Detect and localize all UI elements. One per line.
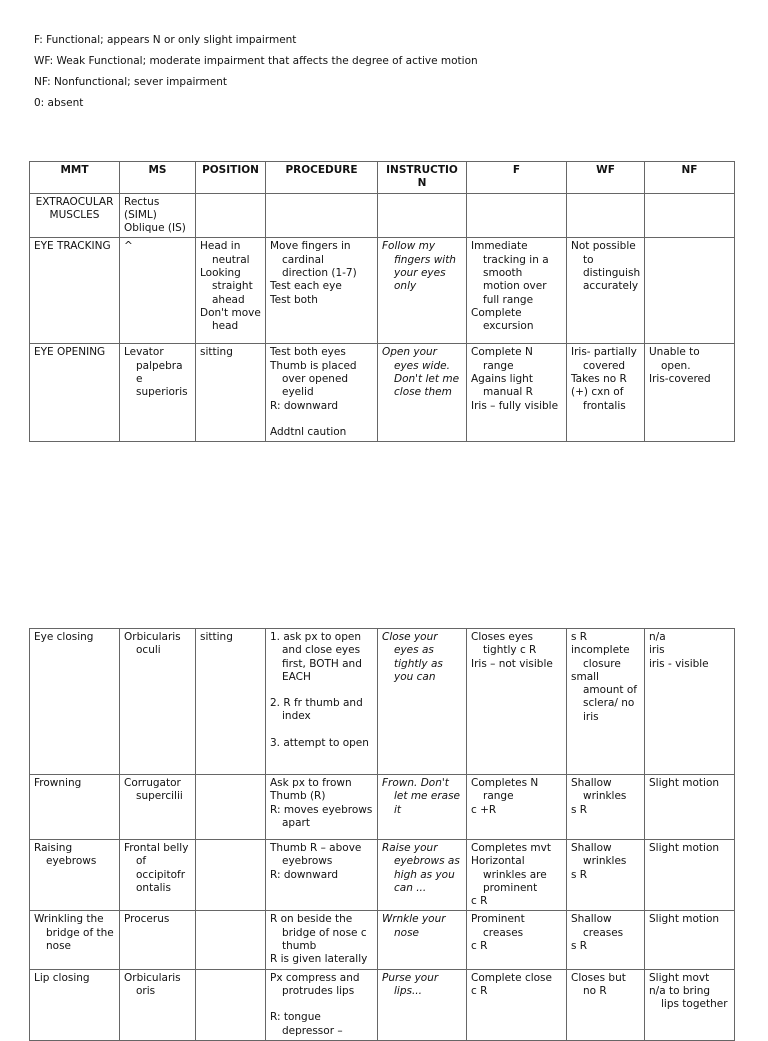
f-line: Horizontal wrinkles are prominent (471, 855, 547, 894)
procedure-line: Test each eye (270, 280, 342, 293)
cell-procedure (266, 775, 378, 840)
header-position: POSITION (196, 162, 266, 194)
nf-line: Slight motion (649, 913, 720, 926)
cell-wf (567, 344, 645, 442)
wf-line: s R (571, 868, 588, 881)
f-line: Completes N range (471, 777, 539, 803)
f-line: c R (471, 940, 488, 953)
cell-procedure (266, 969, 378, 1040)
ms-line: Oblique (IS) (124, 222, 186, 235)
f-line: Complete excursion (471, 306, 534, 333)
nf-line: n/a (649, 631, 666, 643)
wf-line: Not possible to distinguish accurately (571, 240, 641, 293)
cell-instruction (378, 629, 467, 775)
position-line: Head in neutral (200, 240, 250, 266)
procedure-line: Test both (270, 293, 318, 306)
cell-nf (645, 193, 735, 238)
cell-ms (120, 238, 196, 344)
procedure-line: Move fingers in cardinal direction (1-7) (270, 240, 357, 280)
procedure-line: 2. R fr thumb and index (270, 697, 363, 723)
table-row (30, 911, 735, 969)
wf-line: Shallow creases (571, 913, 624, 939)
table-header-row (30, 162, 735, 194)
wf-line: s R (571, 940, 588, 953)
cell-wf (567, 969, 645, 1040)
ms-line: Rectus (124, 195, 160, 208)
cell-position (196, 238, 266, 344)
mmt-line: MUSCLES (49, 208, 100, 221)
cell-procedure (266, 629, 378, 775)
procedure-line: Px compress and protrudes lips (270, 971, 360, 997)
f-line: Complete close (471, 971, 552, 984)
cell-nf (645, 344, 735, 442)
cell-wf (567, 629, 645, 775)
ms-line: Orbicularis oculi (124, 631, 181, 657)
cell-position (196, 840, 266, 911)
instruction-line: Raise your eyebrows as high as you can ... (382, 842, 460, 894)
nf-line: n/a to bring lips together (649, 984, 728, 1011)
procedure-line: Test both eyes (270, 346, 346, 359)
nf-line: iris - visible (649, 657, 709, 670)
cell-position (196, 775, 266, 840)
cell-wf (567, 238, 645, 344)
legend (34, 34, 478, 118)
wf-line: Shallow wrinkles (571, 842, 627, 868)
procedure-line: R: downward (270, 399, 338, 412)
cell-position (196, 344, 266, 442)
wf-line: incomplete closure (571, 644, 630, 670)
mmt-line: Wrinkling the bridge of the nose (34, 913, 114, 953)
header-procedure: PROCEDURE (266, 162, 378, 194)
cell-mmt (30, 775, 120, 840)
f-line: c +R (471, 803, 497, 816)
cell-instruction (378, 911, 467, 969)
cell-wf (567, 911, 645, 969)
procedure-line: R is given laterally (270, 953, 368, 966)
nf-line: Slight motion (649, 842, 720, 854)
cell-position (196, 969, 266, 1040)
ms-line: Corrugator supercilii (124, 777, 183, 803)
position-line: sitting (200, 631, 233, 643)
f-line: Immediate tracking in a smooth motion over full range (471, 240, 549, 306)
cell-mmt (30, 840, 120, 911)
cell-nf (645, 911, 735, 969)
cell-f (467, 344, 567, 442)
cell-position (196, 193, 266, 238)
procedure-line: 3. attempt to open (270, 736, 369, 749)
instruction-line: Frown. Don't let me erase it (382, 777, 460, 816)
cell-f (467, 969, 567, 1040)
cell-instruction (378, 840, 467, 911)
f-line: Iris – not visible (471, 657, 553, 670)
cell-mmt (30, 238, 120, 344)
cell-nf (645, 969, 735, 1040)
cell-ms (120, 969, 196, 1040)
ms-line: Levator palpebra e superioris (124, 346, 188, 399)
nf-line: Slight motion (649, 777, 720, 789)
f-line: Closes eyes tightly c R (471, 631, 537, 657)
procedure-line (270, 413, 373, 426)
wf-line: small amount of sclera/ no iris (571, 670, 637, 723)
header-f: F (467, 162, 567, 194)
table-row (30, 840, 735, 911)
legend-weak-functional: WF: Weak Functional; moderate impairment that affects the degree of active motion (34, 55, 478, 67)
cell-ms (120, 344, 196, 442)
cell-instruction (378, 775, 467, 840)
f-line: Complete N range (471, 346, 533, 372)
mmt-line: EYE TRACKING (34, 240, 111, 253)
f-line: c R (471, 984, 488, 997)
procedure-line: Thumb R – above eyebrows (270, 842, 362, 868)
cell-position (196, 629, 266, 775)
ms-line: Procerus (124, 913, 170, 926)
cell-instruction (378, 969, 467, 1040)
ms-line: ^ (124, 240, 133, 253)
cell-nf (645, 775, 735, 840)
f-line: Agains light manual R (471, 373, 533, 399)
procedure-line: Ask px to frown (270, 777, 352, 789)
wf-line: (+) cxn of frontalis (571, 386, 626, 412)
legend-functional: F: Functional; appears N or only slight impairment (34, 34, 297, 46)
cell-instruction (378, 238, 467, 344)
position-line: Looking straight ahead (200, 267, 253, 306)
position-line: sitting (200, 346, 233, 359)
nf-line: Unable to open. (649, 346, 700, 372)
procedure-line (270, 724, 373, 737)
nf-line: Slight movt (649, 971, 710, 984)
cell-nf (645, 629, 735, 775)
f-line: Prominent creases (471, 913, 525, 939)
cell-nf (645, 238, 735, 344)
mmt-line: Eye closing (34, 631, 94, 643)
wf-line: Takes no R (571, 373, 627, 386)
cell-instruction (378, 344, 467, 442)
table2-body (30, 629, 735, 1041)
procedure-line: Addtnl caution (270, 425, 347, 438)
cell-f (467, 911, 567, 969)
wf-line: Closes but no R (571, 971, 626, 997)
cell-nf (645, 840, 735, 911)
cell-ms (120, 911, 196, 969)
mmt-line: Frowning (34, 777, 82, 789)
cell-wf (567, 840, 645, 911)
instruction-line: Follow my fingers with your eyes only (382, 240, 456, 293)
cell-instruction (378, 193, 467, 238)
table-row (30, 969, 735, 1040)
cell-mmt (30, 344, 120, 442)
cell-f (467, 629, 567, 775)
instruction-line: Open your eyes wide. Don't let me close them (382, 346, 460, 399)
header-ms: MS (120, 162, 196, 194)
mmt-line: EYE OPENING (34, 346, 106, 359)
cell-f (467, 193, 567, 238)
wf-line: s R (571, 803, 588, 816)
table-row (30, 629, 735, 775)
procedure-line: R on beside the bridge of nose c thumb (270, 913, 367, 953)
cell-procedure (266, 911, 378, 969)
cell-f (467, 238, 567, 344)
table-row (30, 344, 735, 442)
table-row (30, 775, 735, 840)
wf-line: Iris- partially covered (571, 346, 637, 372)
table-row (30, 193, 735, 238)
f-line: Iris – fully visible (471, 399, 559, 412)
cell-mmt (30, 629, 120, 775)
header-instruction: INSTRUCTIO N (378, 162, 467, 194)
header-wf: WF (567, 162, 645, 194)
mmt-table-2 (29, 628, 735, 1041)
procedure-line: Thumb (R) (270, 790, 326, 803)
header-nf: NF (645, 162, 735, 194)
position-line: Don't move head (200, 306, 261, 333)
table1-body (30, 193, 735, 442)
instruction-line: Close your eyes as tightly as you can (382, 631, 443, 683)
mmt-table-1 (29, 161, 735, 442)
cell-wf (567, 775, 645, 840)
cell-procedure (266, 840, 378, 911)
procedure-line: R: tongue depressor – (270, 1011, 343, 1037)
cell-mmt (30, 911, 120, 969)
legend-nonfunctional: NF: Nonfunctional; sever impairment (34, 76, 228, 88)
procedure-line (270, 998, 373, 1011)
mmt-line: Raising eyebrows (34, 842, 97, 868)
cell-mmt (30, 969, 120, 1040)
ms-line: (SIML) (124, 208, 157, 221)
cell-ms (120, 629, 196, 775)
f-line: Completes mvt (471, 842, 551, 854)
mmt-line: EXTRAOCULAR (35, 195, 114, 208)
mmt-line: Lip closing (34, 971, 90, 984)
ms-line: Frontal belly of occipitofr ontalis (124, 842, 189, 894)
table-row (30, 238, 735, 344)
procedure-line: Thumb is placed over opened eyelid (270, 359, 357, 399)
legend-absent: 0: absent (34, 97, 84, 109)
procedure-line: R: moves eyebrows apart (270, 803, 373, 829)
nf-line: iris (649, 644, 665, 657)
cell-wf (567, 193, 645, 238)
cell-procedure (266, 344, 378, 442)
cell-procedure (266, 238, 378, 344)
ms-line: Orbicularis oris (124, 971, 181, 997)
cell-ms (120, 193, 196, 238)
instruction-line: Wrnkle your nose (382, 913, 446, 939)
nf-line: Iris-covered (649, 373, 711, 386)
wf-line: s R (571, 631, 588, 643)
cell-procedure (266, 193, 378, 238)
f-line: c R (471, 895, 488, 908)
wf-line: Shallow wrinkles (571, 777, 627, 803)
cell-ms (120, 840, 196, 911)
cell-f (467, 840, 567, 911)
procedure-line (270, 684, 373, 697)
procedure-line: 1. ask px to open and close eyes first, BOTH and EACH (270, 631, 362, 683)
procedure-line: R: downward (270, 868, 338, 881)
instruction-line: Purse your lips... (382, 971, 439, 997)
cell-ms (120, 775, 196, 840)
cell-position (196, 911, 266, 969)
cell-f (467, 775, 567, 840)
header-mmt: MMT (30, 162, 120, 194)
cell-mmt (30, 193, 120, 238)
